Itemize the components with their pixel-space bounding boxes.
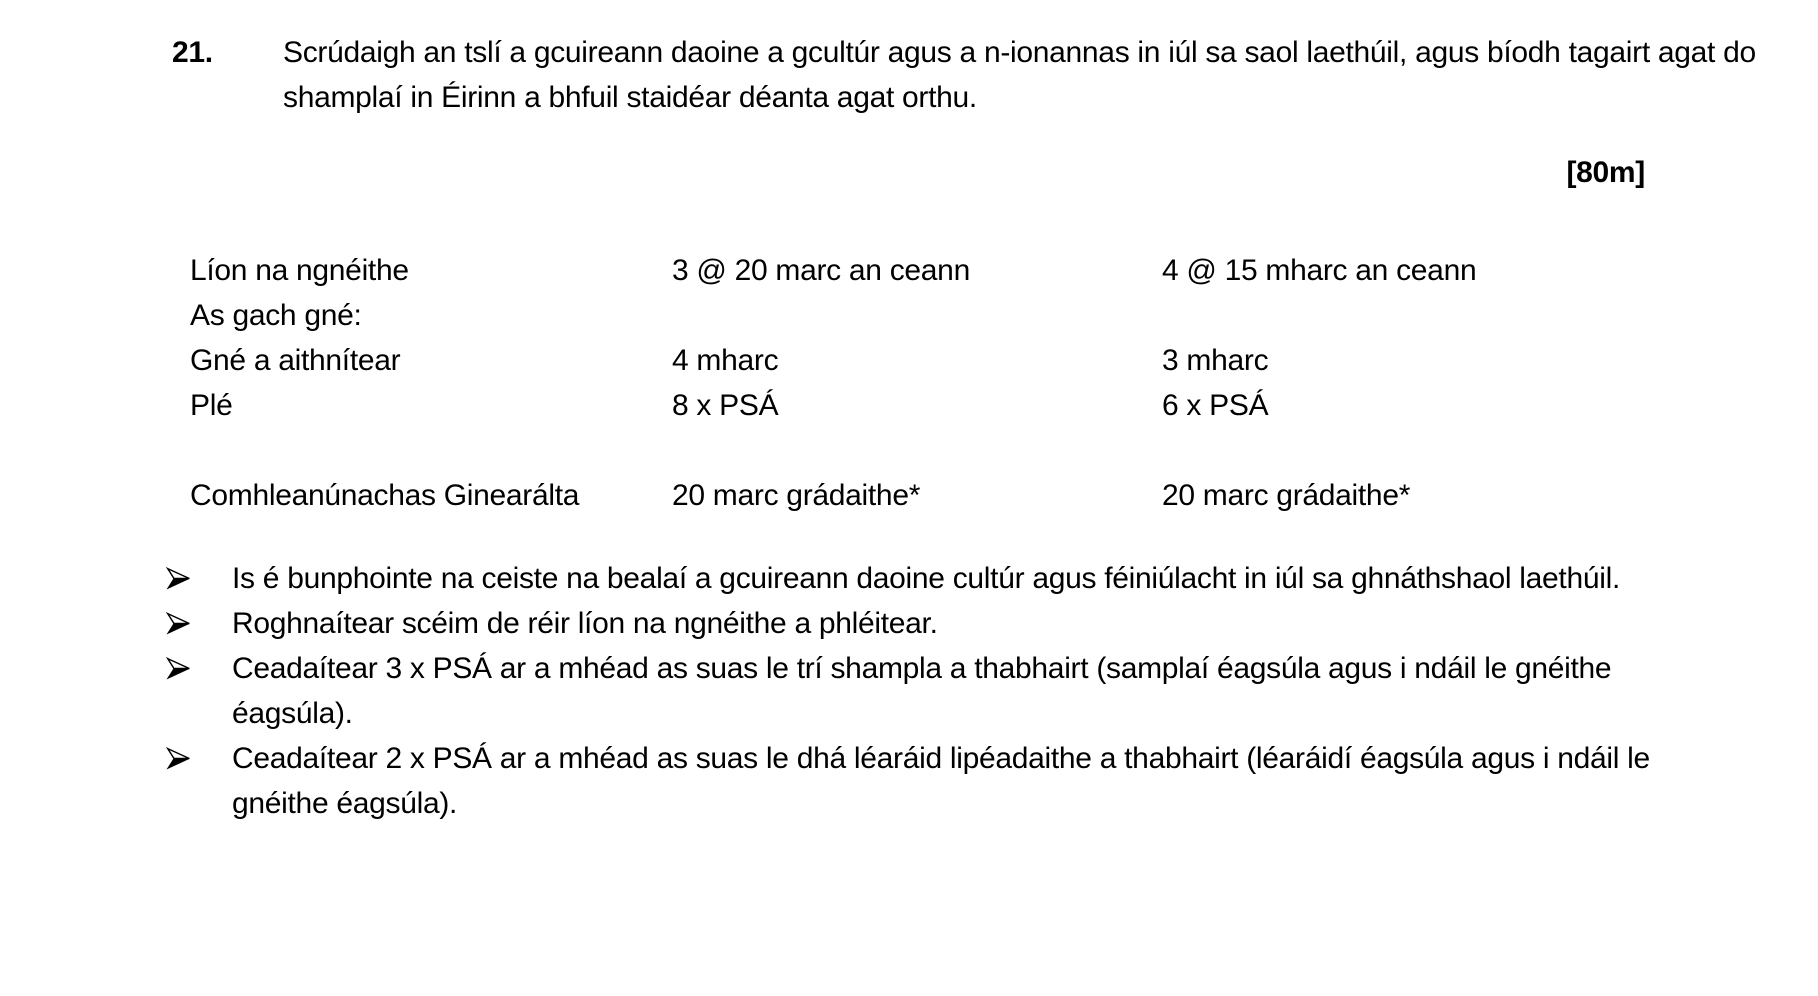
arrowhead-bullet-icon bbox=[165, 736, 232, 772]
scheme-b-cell: 20 marc grádaithe* bbox=[1162, 479, 1411, 512]
table-row bbox=[190, 293, 1818, 338]
note-item bbox=[165, 556, 1818, 601]
note-text: Is é bunphointe na ceiste na bealaí a gcuireann daoine cultúr agus féiniúlacht in iúl sa ghnáthshaol laethúil. bbox=[232, 562, 1621, 595]
note-text: Ceadaítear 3 x PSÁ ar a mhéad as suas le trí shampla a thabhairt (samplaí éagsúla agus i ndáil le gnéithe éagsúla). bbox=[232, 652, 1612, 730]
scheme-a-cell: 4 mharc bbox=[672, 344, 779, 377]
note-item bbox=[165, 601, 1818, 646]
scheme-b-cell: 6 x PSÁ bbox=[1162, 389, 1269, 422]
table-row bbox=[190, 338, 1818, 383]
arrowhead-bullet-icon bbox=[165, 556, 232, 592]
row-label: Comhleanúnachas Ginearálta bbox=[190, 479, 580, 512]
marks-badge: [80m] bbox=[1566, 156, 1645, 189]
note-text: Ceadaítear 2 x PSÁ ar a mhéad as suas le dhá léaráid lipéadaithe a thabhairt (léaráidí éagsúla agus i ndáil le gnéithe éagsúla). bbox=[232, 742, 1650, 820]
row-label: As gach gné: bbox=[190, 299, 362, 332]
table-spacer bbox=[190, 428, 1818, 473]
row-label: Plé bbox=[190, 389, 233, 422]
table-row bbox=[190, 383, 1818, 428]
row-label: Líon na ngnéithe bbox=[190, 254, 409, 287]
row-label: Gné a aithnítear bbox=[190, 344, 401, 377]
note-item bbox=[165, 736, 1818, 826]
arrowhead-bullet-icon bbox=[165, 646, 232, 682]
scheme-a-cell bbox=[672, 293, 1162, 338]
note-text: Roghnaítear scéim de réir líon na ngnéithe a phléitear. bbox=[232, 607, 938, 640]
scheme-a-cell: 20 marc grádaithe* bbox=[672, 479, 921, 512]
scheme-b-cell bbox=[1162, 293, 1642, 338]
notes-list bbox=[165, 556, 1818, 826]
marking-table bbox=[190, 248, 1818, 518]
question-block bbox=[0, 0, 1818, 120]
table-row bbox=[190, 248, 1818, 293]
arrowhead-bullet-icon bbox=[165, 601, 232, 637]
scheme-b-cell: 3 mharc bbox=[1162, 344, 1269, 377]
table-row bbox=[190, 473, 1818, 518]
scheme-b-cell: 4 @ 15 mharc an ceann bbox=[1162, 254, 1477, 287]
question-text: Scrúdaigh an tslí a gcuireann daoine a gcultúr agus a n-ionannas in iúl sa saol laethúil, agus bíodh tagairt agat do shamplaí in Éirinn a bhfuil staidéar déanta agat orthu. bbox=[283, 36, 1756, 114]
scheme-a-cell: 8 x PSÁ bbox=[672, 389, 779, 422]
scheme-a-cell: 3 @ 20 marc an ceann bbox=[672, 254, 970, 287]
question-number: 21. bbox=[172, 36, 213, 69]
note-item bbox=[165, 646, 1818, 736]
